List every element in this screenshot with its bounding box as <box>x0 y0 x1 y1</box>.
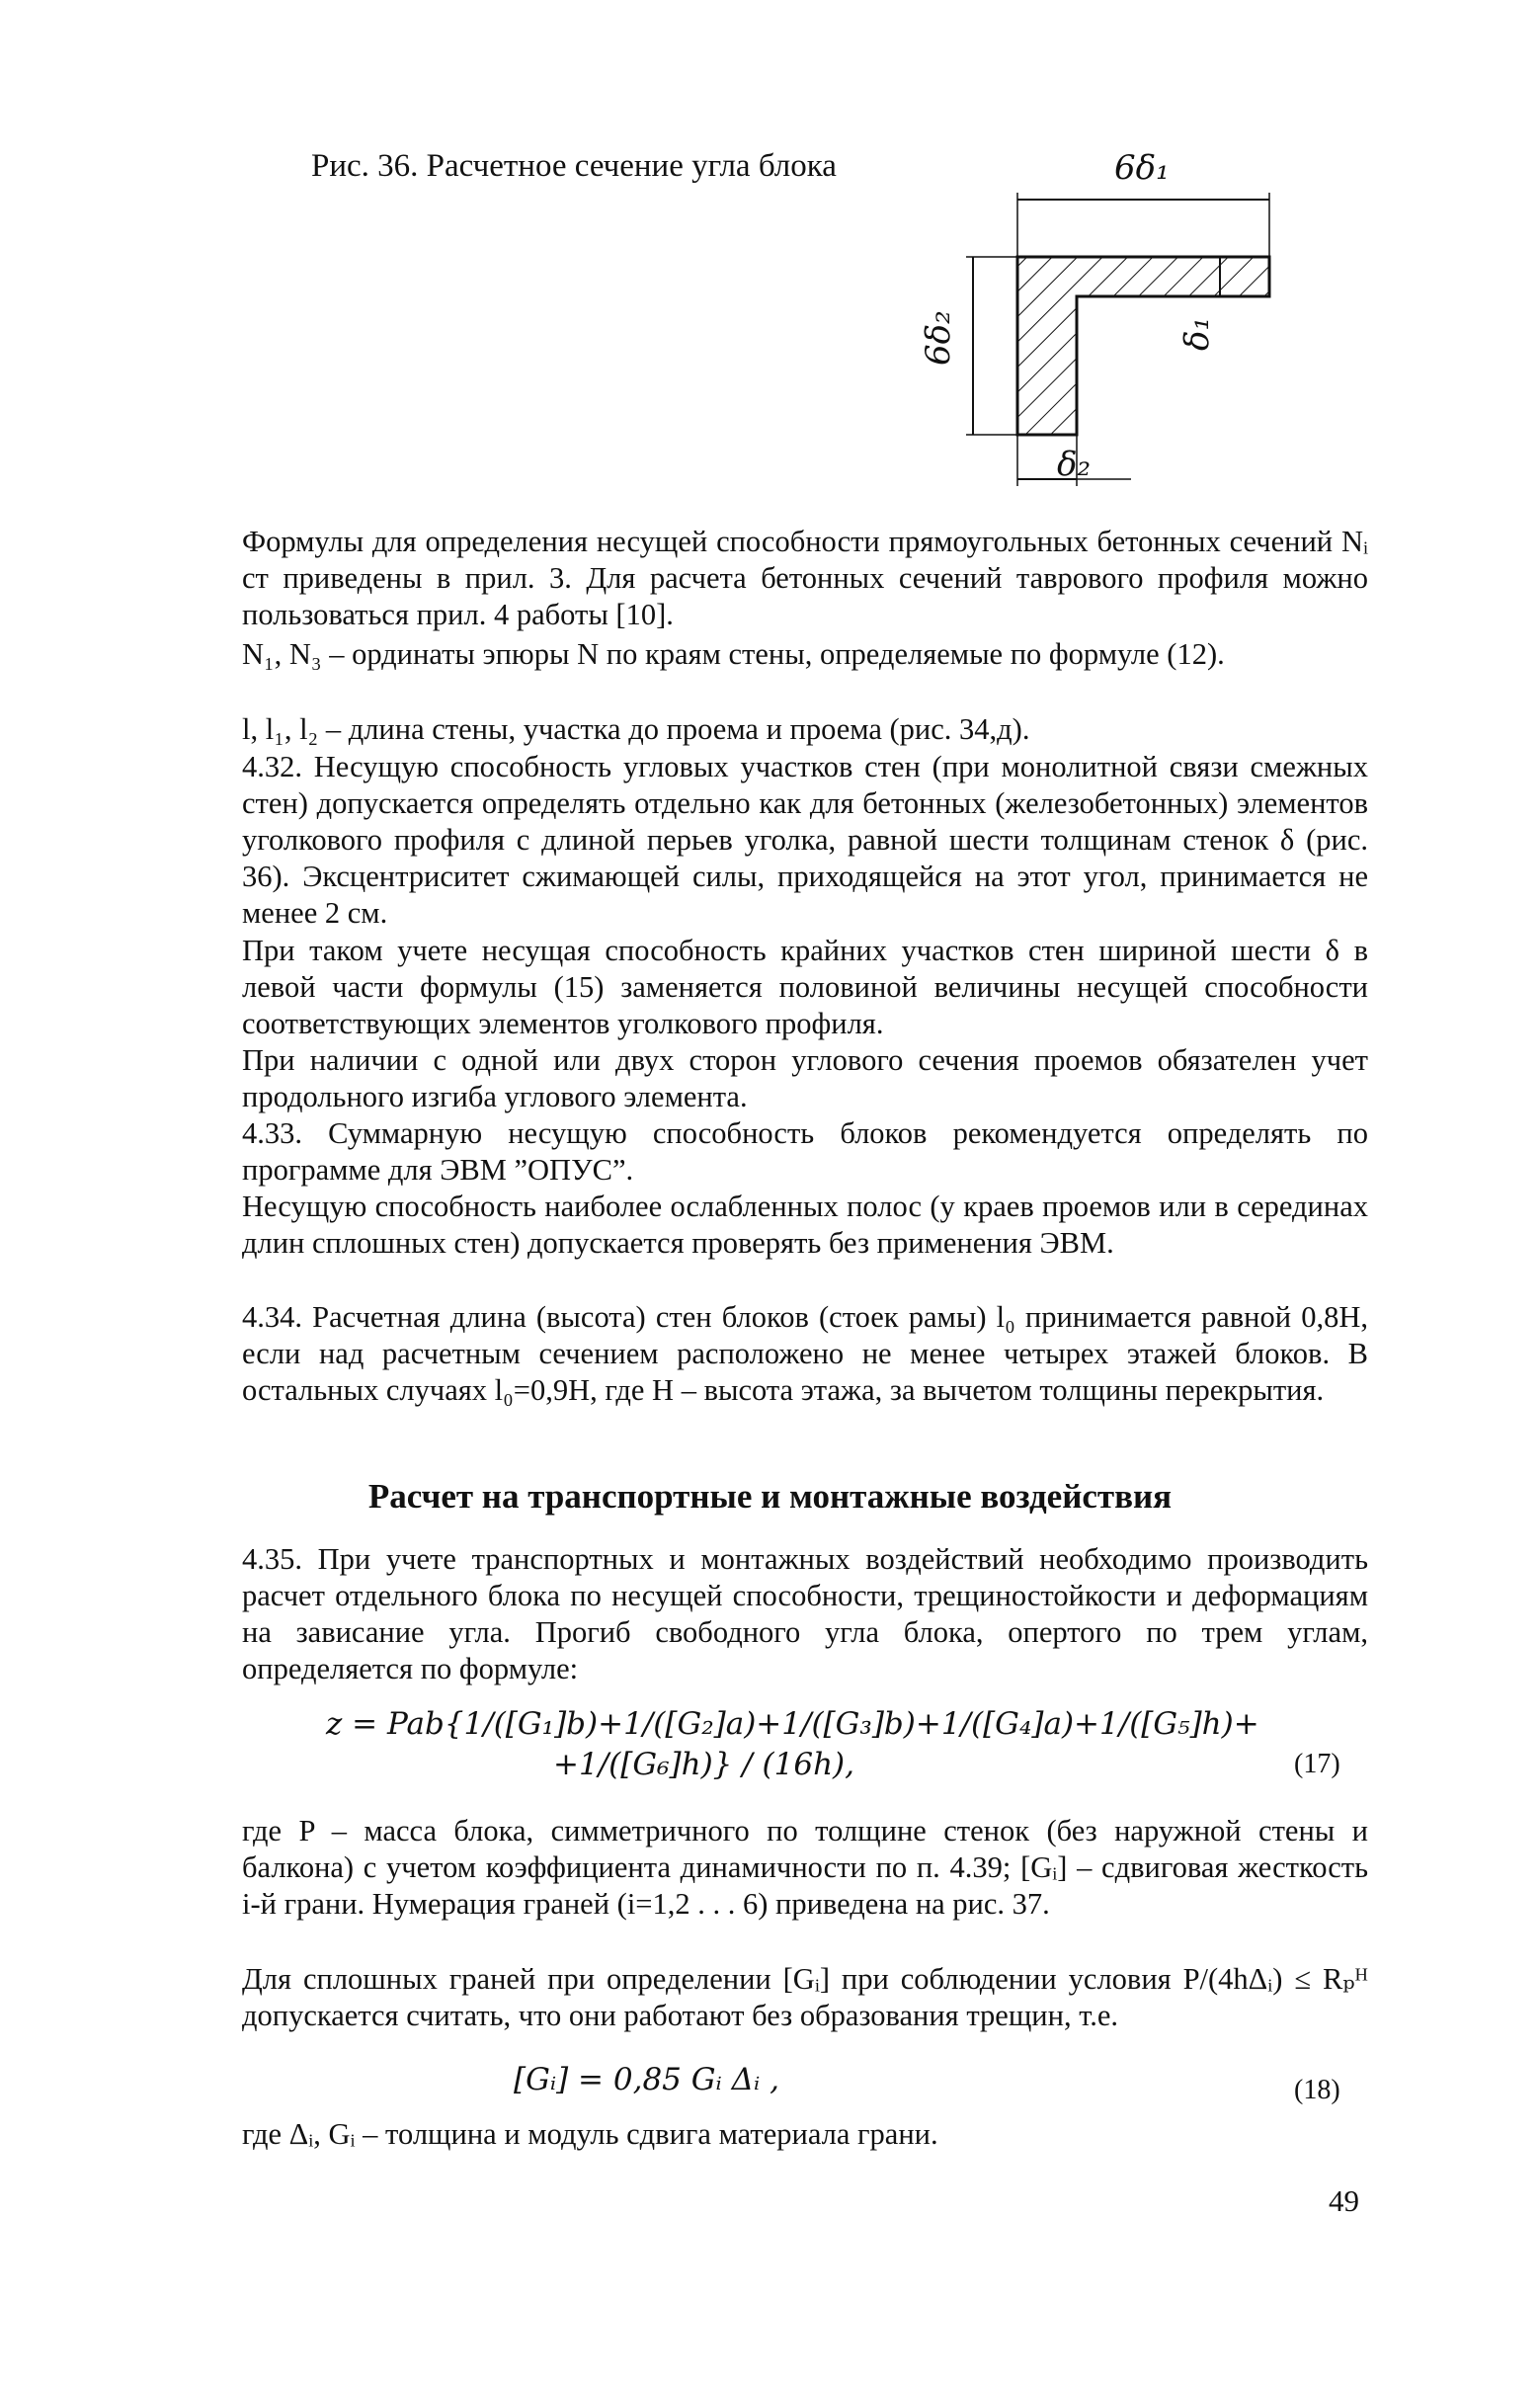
label-left: 6δ₂ <box>919 310 958 366</box>
paragraph-where-p: где P – масса блока, симметричного по толщине стенок (без наружной стены и балкона) с учетом коэффициента динамичности по п. 4.39; [Gᵢ] – сдвиговая жесткость i-й грани. Нумерация граней (i=1,2 . . . 6) приведена на рис. 37. <box>242 1814 1368 1921</box>
section-heading: Расчет на транспортные и монтажные воздействия <box>367 1477 1173 1516</box>
paragraph-4-34: 4.34. Расчетная длина (высота) стен блоков (стоек рамы) l₀ принимается равной 0,8H, если над расчетным сечением расположено не менее четырех этажей блоков. В остальных случаях l₀=0,9H, где H – высота этажа, за вычетом толщины перекрытия. <box>242 1300 1368 1407</box>
equation-number-18: (18) <box>1294 2075 1340 2105</box>
paragraph-4-35: 4.35. При учете транспортных и монтажных воздействий необходимо производить расчет отдельного блока по несущей способности, трещиностойкости и деформациям на зависание угла. Прогиб свободного угла блока, опертого по трем углам, определяется по формуле: <box>242 1542 1368 1685</box>
paragraph-openings: При наличии с одной или двух сторон углового сечения проемов обязателен учет продольного изгиба углового элемента. <box>242 1043 1368 1113</box>
label-right: δ₁ <box>1177 316 1217 351</box>
paragraph-4-32: 4.32. Несущую способность угловых участков стен (при монолитной связи смежных стен) допускается определять отдельно как для бетонных (железобетонных) элементов уголкового профиля с длиной перьев уголка, равной шести толщинам стенок δ (рис. 36). Эксцентриситет сжимающей силы, приходящейся на этот угол, принимается не менее 2 см. <box>242 750 1368 930</box>
section-shape <box>1017 257 1269 435</box>
paragraph-solid-faces: Для сплошных граней при определении [Gᵢ] при соблюдении условия P/(4hΔᵢ) ≤ Rₚᴴ допускается считать, что они работают без образования трещин, т.е. <box>242 1962 1368 2032</box>
page-number: 49 <box>1329 2183 1359 2218</box>
paragraph-ordinates: N₁, N₃ – ординаты эпюры N по краям стены, определяемые по формуле (12). <box>242 637 1225 671</box>
paragraph-account: При таком учете несущая способность крайних участков стен шириной шести δ в левой части формулы (15) заменяется половиной величины несущей способности соответствующих элементов уголкового профиля. <box>242 934 1368 1040</box>
paragraph-lengths: l, l₁, l₂ – длина стены, участка до проема и проема (рис. 34,д). <box>242 712 1030 746</box>
final-line: где Δᵢ, Gᵢ – толщина и модуль сдвига материала грани. <box>242 2117 938 2151</box>
formula-17-line2: +1/([G₆]h)} / (16h), <box>553 1747 855 1782</box>
figure-caption: Рис. 36. Расчетное сечение угла блока <box>311 148 837 184</box>
paragraph-formulas: Формулы для определения несущей способности прямоугольных бетонных сечений Nᵢ ст приведены в прил. 3. Для расчета бетонных сечений таврового профиля можно пользоваться прил. 4 работы [10]. <box>242 525 1368 631</box>
section-figure <box>919 138 1314 504</box>
paragraph-4-33: 4.33. Суммарную несущую способность блоков рекомендуется определять по программе для ЭВМ ”ОПУС”. <box>242 1116 1368 1187</box>
label-bottom: δ₂ <box>1057 445 1092 484</box>
formula-17-line1: z = Pab{1/([G₁]b)+1/([G₂]a)+1/([G₃]b)+1/([G₄]a)+1/([G₅]h)+ <box>326 1706 1259 1742</box>
paragraph-bearing: Несущую способность наиболее ослабленных полос (у краев проемов или в серединах длин сплошных стен) допускается проверять без применения ЭВМ. <box>242 1190 1368 1260</box>
label-top: 6δ₁ <box>1114 148 1170 188</box>
equation-number-17: (17) <box>1294 1749 1340 1779</box>
formula-18: [Gᵢ] = 0,85 Gᵢ Δᵢ , <box>514 2062 779 2097</box>
